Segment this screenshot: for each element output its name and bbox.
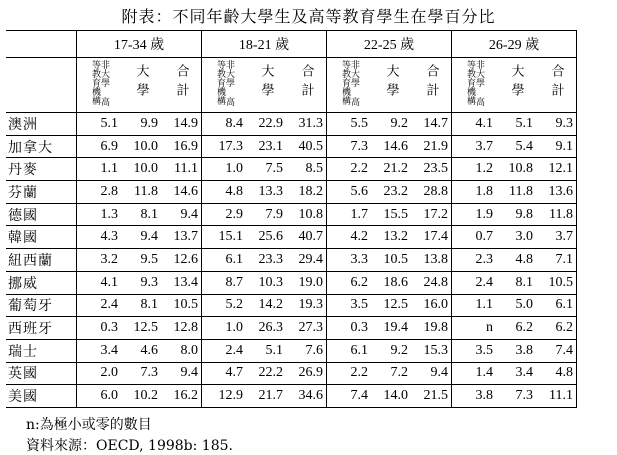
table-row (6, 339, 577, 362)
sub-header-label: 大學 (383, 63, 399, 102)
value-cell: 31.3 (286, 113, 327, 136)
value-cell: 3.5 (452, 339, 497, 362)
value-cell: 14.2 (246, 294, 286, 317)
value-cell: 10.5 (536, 271, 577, 294)
value-cell: 26.9 (286, 362, 327, 385)
value-cell: 9.9 (121, 113, 161, 136)
country-name: 韓國 (6, 226, 77, 249)
value-cell: 9.5 (121, 249, 161, 272)
value-cell: 7.4 (327, 385, 372, 408)
value-cell: 15.5 (371, 203, 411, 226)
value-cell: 15.1 (202, 226, 247, 249)
age-group-header: 18-21 歲 (202, 31, 327, 58)
value-cell: 12.5 (371, 294, 411, 317)
value-cell: 9.4 (161, 203, 202, 226)
value-cell: 2.4 (202, 339, 247, 362)
value-cell: 9.4 (121, 226, 161, 249)
value-cell: 7.9 (246, 203, 286, 226)
sub-header-label: 非大學 高等教育機構 (90, 59, 109, 106)
value-cell: 4.1 (452, 113, 497, 136)
non-university-header (202, 58, 247, 113)
non-university-header (452, 58, 497, 113)
sub-header-label: 合計 (173, 63, 189, 102)
value-cell: 23.3 (246, 249, 286, 272)
value-cell: 4.8 (536, 362, 577, 385)
country-name: 葡萄牙 (6, 294, 77, 317)
value-cell: 8.1 (121, 294, 161, 317)
value-cell: 4.3 (77, 226, 122, 249)
value-cell: 3.8 (452, 385, 497, 408)
university-header (496, 58, 536, 113)
university-header (371, 58, 411, 113)
value-cell: 11.1 (161, 158, 202, 181)
value-cell: 5.1 (496, 113, 536, 136)
value-cell: 2.2 (327, 362, 372, 385)
table-row (6, 385, 577, 408)
country-name: 德國 (6, 203, 77, 226)
table-row (6, 271, 577, 294)
value-cell: 0.7 (452, 226, 497, 249)
value-cell: 21.9 (411, 135, 452, 158)
value-cell: 1.0 (202, 158, 247, 181)
age-group-header: 22-25 歲 (327, 31, 452, 58)
total-header (536, 58, 577, 113)
value-cell: 4.1 (77, 271, 122, 294)
country-name: 加拿大 (6, 135, 77, 158)
value-cell: 6.1 (327, 339, 372, 362)
value-cell: 6.9 (77, 135, 122, 158)
value-cell: 2.8 (77, 181, 122, 204)
table-row (6, 294, 577, 317)
value-cell: 19.3 (286, 294, 327, 317)
value-cell: 13.8 (411, 249, 452, 272)
non-university-header (327, 58, 372, 113)
value-cell: 9.8 (496, 203, 536, 226)
value-cell: 11.8 (536, 203, 577, 226)
country-name: 美國 (6, 385, 77, 408)
university-header (246, 58, 286, 113)
value-cell: 5.1 (246, 339, 286, 362)
value-cell: 1.4 (452, 362, 497, 385)
value-cell: 7.3 (121, 362, 161, 385)
value-cell: 9.3 (121, 271, 161, 294)
total-header (286, 58, 327, 113)
value-cell: 11.8 (496, 181, 536, 204)
value-cell: 27.3 (286, 317, 327, 340)
value-cell: 25.6 (246, 226, 286, 249)
value-cell: 8.0 (161, 339, 202, 362)
value-cell: 12.1 (536, 158, 577, 181)
value-cell: 17.2 (411, 203, 452, 226)
value-cell: 23.2 (371, 181, 411, 204)
value-cell: 40.7 (286, 226, 327, 249)
value-cell: 6.2 (536, 317, 577, 340)
table-row (6, 203, 577, 226)
value-cell: 40.5 (286, 135, 327, 158)
value-cell: 7.6 (286, 339, 327, 362)
sub-header-label: 大學 (508, 63, 524, 102)
value-cell: 23.5 (411, 158, 452, 181)
value-cell: 3.2 (77, 249, 122, 272)
value-cell: 14.6 (161, 181, 202, 204)
value-cell: 3.5 (327, 294, 372, 317)
value-cell: 24.8 (411, 271, 452, 294)
value-cell: 18.2 (286, 181, 327, 204)
value-cell: 1.2 (452, 158, 497, 181)
country-name: 瑞士 (6, 339, 77, 362)
value-cell: 3.4 (77, 339, 122, 362)
table-row (6, 317, 577, 340)
non-university-header (77, 58, 122, 113)
value-cell: 5.4 (496, 135, 536, 158)
country-name: 西班牙 (6, 317, 77, 340)
value-cell: 2.9 (202, 203, 247, 226)
value-cell: 13.3 (246, 181, 286, 204)
value-cell: 4.8 (202, 181, 247, 204)
value-cell: 19.0 (286, 271, 327, 294)
value-cell: 4.6 (121, 339, 161, 362)
value-cell: 9.2 (371, 339, 411, 362)
value-cell: 1.0 (202, 317, 247, 340)
sub-header-label: 非大學 高等教育機構 (340, 59, 359, 106)
value-cell: 16.9 (161, 135, 202, 158)
value-cell: 12.5 (121, 317, 161, 340)
table-title: 附表：不同年齡大學生及高等教育學生在學百分比 (121, 7, 496, 26)
sub-header-label: 大學 (258, 63, 274, 102)
value-cell: 7.4 (536, 339, 577, 362)
value-cell: 22.9 (246, 113, 286, 136)
value-cell: 17.4 (411, 226, 452, 249)
value-cell: 7.3 (327, 135, 372, 158)
value-cell: 9.4 (161, 362, 202, 385)
value-cell: 1.7 (327, 203, 372, 226)
value-cell: 19.8 (411, 317, 452, 340)
source-note: 資料來源：OECD, 1998b: 185. (26, 438, 233, 454)
value-cell: 5.0 (496, 294, 536, 317)
value-cell: 23.1 (246, 135, 286, 158)
value-cell: 11.8 (121, 181, 161, 204)
value-cell: 1.1 (452, 294, 497, 317)
value-cell: 7.2 (371, 362, 411, 385)
value-cell: 2.3 (452, 249, 497, 272)
value-cell: 4.2 (327, 226, 372, 249)
table-row (6, 181, 577, 204)
value-cell: 8.7 (202, 271, 247, 294)
value-cell: 34.6 (286, 385, 327, 408)
sub-header-label: 合計 (298, 63, 314, 102)
value-cell: 1.1 (77, 158, 122, 181)
n-footnote: n:為極小或零的數目 (26, 417, 152, 433)
sub-header-label: 大學 (133, 63, 149, 102)
value-cell: 10.2 (121, 385, 161, 408)
value-cell: 12.6 (161, 249, 202, 272)
value-cell: 7.1 (536, 249, 577, 272)
value-cell: 11.1 (536, 385, 577, 408)
value-cell: 0.3 (327, 317, 372, 340)
value-cell: 28.8 (411, 181, 452, 204)
value-cell: 3.8 (496, 339, 536, 362)
country-name: 紐西蘭 (6, 249, 77, 272)
value-cell: 21.2 (371, 158, 411, 181)
value-cell: 5.1 (77, 113, 122, 136)
value-cell: 1.9 (452, 203, 497, 226)
value-cell: n (452, 317, 497, 340)
country-name: 澳洲 (6, 113, 77, 136)
value-cell: 5.6 (327, 181, 372, 204)
corner-subcell (6, 58, 77, 113)
value-cell: 4.8 (496, 249, 536, 272)
value-cell: 16.2 (161, 385, 202, 408)
value-cell: 16.0 (411, 294, 452, 317)
country-name: 芬蘭 (6, 181, 77, 204)
value-cell: 26.3 (246, 317, 286, 340)
table-row (6, 226, 577, 249)
total-header (411, 58, 452, 113)
value-cell: 13.2 (371, 226, 411, 249)
value-cell: 9.2 (371, 113, 411, 136)
sub-header-label: 合計 (423, 63, 439, 102)
value-cell: 2.2 (327, 158, 372, 181)
value-cell: 12.9 (202, 385, 247, 408)
value-cell: 10.3 (246, 271, 286, 294)
value-cell: 9.4 (411, 362, 452, 385)
country-name: 英國 (6, 362, 77, 385)
enrollment-table (6, 30, 577, 408)
value-cell: 8.1 (121, 203, 161, 226)
country-name: 丹麥 (6, 158, 77, 181)
value-cell: 13.4 (161, 271, 202, 294)
value-cell: 15.3 (411, 339, 452, 362)
value-cell: 12.8 (161, 317, 202, 340)
value-cell: 3.7 (452, 135, 497, 158)
table-row (6, 362, 577, 385)
country-name: 挪威 (6, 271, 77, 294)
value-cell: 10.5 (371, 249, 411, 272)
value-cell: 19.4 (371, 317, 411, 340)
table-row (6, 249, 577, 272)
value-cell: 2.0 (77, 362, 122, 385)
value-cell: 10.0 (121, 158, 161, 181)
value-cell: 10.8 (286, 203, 327, 226)
value-cell: 5.2 (202, 294, 247, 317)
table-row (6, 135, 577, 158)
value-cell: 13.6 (536, 181, 577, 204)
corner-cell (6, 31, 77, 58)
value-cell: 2.4 (77, 294, 122, 317)
value-cell: 14.7 (411, 113, 452, 136)
university-header (121, 58, 161, 113)
value-cell: 10.0 (121, 135, 161, 158)
value-cell: 8.4 (202, 113, 247, 136)
value-cell: 6.0 (77, 385, 122, 408)
value-cell: 6.2 (496, 317, 536, 340)
age-group-header: 17-34 歲 (77, 31, 202, 58)
value-cell: 29.4 (286, 249, 327, 272)
value-cell: 10.5 (161, 294, 202, 317)
sub-header-label: 非大學 高等教育機構 (215, 59, 234, 106)
value-cell: 1.3 (77, 203, 122, 226)
value-cell: 14.0 (371, 385, 411, 408)
table-row (6, 113, 577, 136)
value-cell: 6.1 (202, 249, 247, 272)
age-group-header: 26-29 歲 (452, 31, 577, 58)
value-cell: 22.2 (246, 362, 286, 385)
value-cell: 1.8 (452, 181, 497, 204)
value-cell: 5.5 (327, 113, 372, 136)
value-cell: 10.8 (496, 158, 536, 181)
value-cell: 17.3 (202, 135, 247, 158)
total-header (161, 58, 202, 113)
value-cell: 6.2 (327, 271, 372, 294)
value-cell: 3.3 (327, 249, 372, 272)
sub-header-label: 非大學 高等教育機構 (465, 59, 484, 106)
value-cell: 18.6 (371, 271, 411, 294)
sub-header-label: 合計 (548, 63, 564, 102)
value-cell: 14.9 (161, 113, 202, 136)
value-cell: 3.7 (536, 226, 577, 249)
value-cell: 21.7 (246, 385, 286, 408)
value-cell: 3.0 (496, 226, 536, 249)
value-cell: 8.1 (496, 271, 536, 294)
value-cell: 9.3 (536, 113, 577, 136)
value-cell: 13.7 (161, 226, 202, 249)
value-cell: 4.7 (202, 362, 247, 385)
value-cell: 0.3 (77, 317, 122, 340)
value-cell: 7.5 (246, 158, 286, 181)
value-cell: 7.3 (496, 385, 536, 408)
value-cell: 3.4 (496, 362, 536, 385)
table-row (6, 158, 577, 181)
value-cell: 9.1 (536, 135, 577, 158)
value-cell: 6.1 (536, 294, 577, 317)
value-cell: 8.5 (286, 158, 327, 181)
value-cell: 14.6 (371, 135, 411, 158)
value-cell: 2.4 (452, 271, 497, 294)
value-cell: 21.5 (411, 385, 452, 408)
